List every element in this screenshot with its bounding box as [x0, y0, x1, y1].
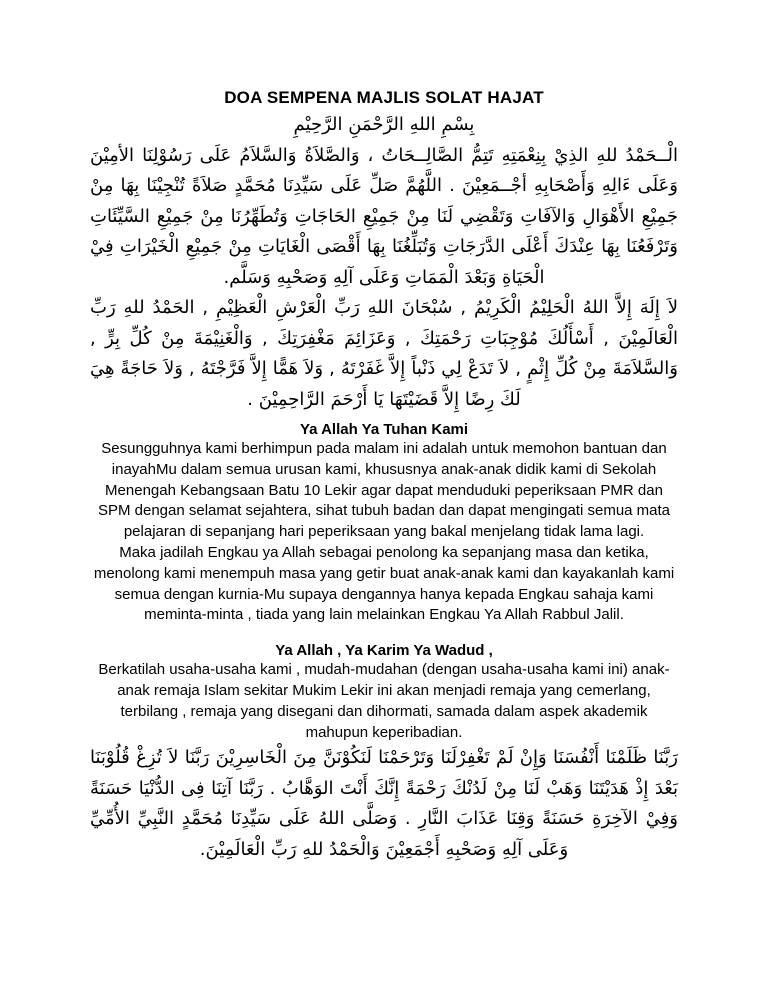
- malay-paragraph-3: Berkatilah usaha-usaha kami , mudah-mudahan (dengan usaha-usaha kami ini) anak-anak remaja Islam sekitar Mukim Lekir ini akan menjadi remaja yang cemerlang, terbilang , remaja yang disegani dan dihormati, samada dalam aspek akademik mahupun keperibadian.: [98, 661, 670, 741]
- arabic-closing-prayer: رَبَّنَا ظَلَمْنَا أَنْفُسَنَا وَإِنْ لَمْ تَغْفِرْلَنَا وَتَرْحَمْنَا لَنَكُوْنَنَّ مِنَ الْخَاسِرِيْنَ رَبَّنَا لاَ تُزِغْ قُلُوْبَنَا بَعْدَ إِذْ هَدَيْتَنَا وَهَبْ لَنَا مِنْ لَدُنْكَ رَحْمَةً إِنَّكَ أَنْتَ الوَهَّابُ . رَبَّنَا آتِنَا فِى الدُّنْيَا حَسَنَةً وَفِيْ الآخِرَةِ حَسَنَةً وَقِنَا عَذَابَ النَّارِ . وَصَلَّى اللهُ عَلَى سَيِّدِنَا مُحَمَّدٍ النَّبِيِّ الأُمِّيِّ وَعَلَى آلِهِ وَصَحْبِهِ أَجْمَعِيْنَ وَالْحَمْدُ للهِ رَبِّ الْعَالَمِيْنَ.: [90, 747, 678, 860]
- basmalah: بِسْمِ اللهِ الرَّحْمَنِ الرَّحِيْمِ: [293, 114, 475, 135]
- section-heading-tuhan-kami: Ya Allah Ya Tuhan Kami: [299, 421, 469, 438]
- malay-paragraph-1: Sesungguhnya kami berhimpun pada malam ini adalah untuk memohon bantuan dan inayahMu dalam semua urusan kami, khususnya anak-anak didik kami di Sekolah Menengah Kebangsaan Batu 10 Lekir agar dapat menduduki peperiksaan PMR dan SPM dengan selamat sejahtera, sihat tubuh badan dan dapat mengingati semua mata pelajaran di sepanjang hari peperiksaan yang bakal menjelang tidak lama lagi.: [97, 440, 671, 541]
- malay-paragraph-2: Maka jadilah Engkau ya Allah sebagai penolong ka sepanjang masa dan ketika, menolong kami menempuh masa yang getir buat anak-anak kami dan kayakanlah kami semua dengan kurnia-Mu supaya dengannya hanya kepada Engkau sahaja kami meminta-minta , tiada yang lain melainkan Engkau Ya Allah Rabbul Jalil.: [93, 543, 675, 624]
- section-heading-karim-wadud: Ya Allah , Ya Karim Ya Wadud ,: [275, 642, 493, 660]
- document-page: [90, 88, 678, 865]
- document-title: DOA SEMPENA MAJLIS SOLAT HAJAT: [224, 88, 544, 107]
- arabic-opening-prayer: الْــحَمْدُ للهِ الذِيْ بِنِعْمَتِهِ تَتِمُّ الصَّالِــحَاتُ ، وَالصَّلاَةُ وَالسَّلاَمُ عَلَى رَسُوْلِنَا الأمِيْنَ وَعَلَى ءَالِهِ وَأَصْحَابِهِ أجْــمَعِيْنَ . اللَّهُمَّ صَلِّ عَلَى سَيِّدِنَا مُحَمَّدٍ صَلاَةً تُنْجِيْنَا بِهَا مِنْ جَمِيْعِ الأَهْوَالِ وَالآفَاتِ وَتَقْضِي لَنَا مِنْ جَمِيْعِ الحَاجَاتِ وَتُطَهِّرُنَا مِنْ جَمِيْعِ السَّيِّئَاتِ وَتَرْفَعُنَا بِهَا عِنْدَكَ أَعْلَى الدَّرَجَاتِ وَتُبَلِّغُنَا بِهَا أَقْصَى الْغَايَاتِ مِنْ جَمِيْعِ الْخَيْرَاتِ فِيْ الْحَيَاةِ وَبَعْدَ الْمَمَاتِ وَعَلَى آلِهِ وَصَحْبِهِ وَسَلَّم.: [90, 144, 678, 288]
- spacer: [90, 626, 678, 636]
- arabic-hajat-prayer: لاَ إِلَهَ إِلاَّ اللهُ الْحَلِيْمُ الْكَرِيْمُ , سُبْحَانَ اللهِ رَبِّ الْعَرْشِ الْعَظِيْمِ , الحَمْدُ للهِ رَبِّ الْعَالَمِيْنَ , أَسْأَلُكَ مُوْجِبَاتِ رَحْمَتِكَ , وَعَزَائِمَ مَغْفِرَتِكَ , وَالْغَنِيْمَةَ مِنْ كُلِّ بِرٍّ , وَالسَّلاَمَةَ مِنْ كُلِّ إِثْمٍ , لاَ تَدَعْ لِي ذَنْباً إِلاَّ غَفَرْتَهُ , وَلاَ هَمًّا إِلاَّ فَرَّجْتَهُ , وَلاَ حَاجَةً هِيَ لَكَ رِضًا إِلاَّ قَضَيْتَهَا يَا أَرْحَمَ الرَّاحِمِيْنَ .: [90, 297, 678, 410]
